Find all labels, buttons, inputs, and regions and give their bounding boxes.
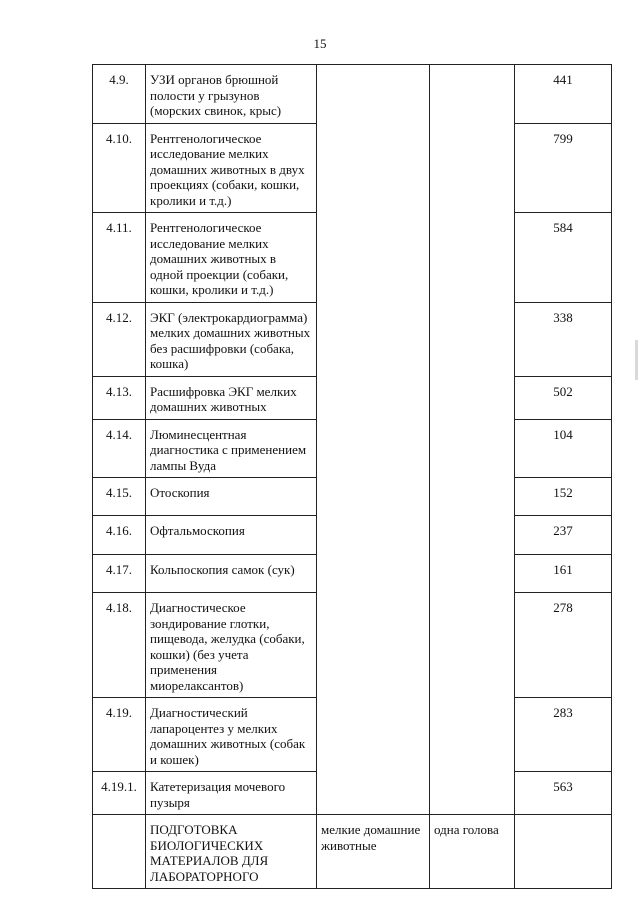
row-number: 4.9. bbox=[93, 65, 146, 124]
price-cell: 338 bbox=[515, 302, 612, 376]
service-name: Рентгенологическое исследование мелких домашних животных в двух проекциях (собаки, кошки, кролики и т.д.) bbox=[146, 123, 317, 213]
row-number: 4.17. bbox=[93, 555, 146, 593]
price-cell: 237 bbox=[515, 516, 612, 555]
price-cell: 152 bbox=[515, 478, 612, 516]
row-number: 4.18. bbox=[93, 593, 146, 698]
price-cell bbox=[515, 815, 612, 889]
price-cell: 104 bbox=[515, 419, 612, 478]
price-cell: 799 bbox=[515, 123, 612, 213]
row-number: 4.16. bbox=[93, 516, 146, 555]
price-cell: 441 bbox=[515, 65, 612, 124]
row-number: 4.10. bbox=[93, 123, 146, 213]
unit-cell: одна голова bbox=[430, 815, 515, 889]
price-cell: 161 bbox=[515, 555, 612, 593]
service-name: ЭКГ (электрокардиограмма) мелких домашних животных без расшифровки (собака, кошка) bbox=[146, 302, 317, 376]
service-name: Расшифровка ЭКГ мелких домашних животных bbox=[146, 376, 317, 419]
service-name: Кольпоскопия самок (сук) bbox=[146, 555, 317, 593]
table-row bbox=[93, 65, 612, 124]
unit-cell bbox=[430, 65, 515, 815]
service-name: Диагностическое зондирование глотки, пищевода, желудка (собаки, кошки) (без учета применения миорелаксантов) bbox=[146, 593, 317, 698]
service-name: Отоскопия bbox=[146, 478, 317, 516]
row-number: 4.14. bbox=[93, 419, 146, 478]
row-number: 4.19.1. bbox=[93, 772, 146, 815]
section-heading: ПОДГОТОВКА БИОЛОГИЧЕСКИХ МАТЕРИАЛОВ ДЛЯ ЛАБОРАТОРНОГО bbox=[146, 815, 317, 889]
service-name: Диагностический лапароцентез у мелких домашних животных (собак и кошек) bbox=[146, 698, 317, 772]
price-cell: 563 bbox=[515, 772, 612, 815]
price-cell: 502 bbox=[515, 376, 612, 419]
price-table bbox=[92, 64, 612, 889]
animal-type-cell: мелкие домашние животные bbox=[317, 815, 430, 889]
service-name: Офтальмоскопия bbox=[146, 516, 317, 555]
service-name: Катетеризация мочевого пузыря bbox=[146, 772, 317, 815]
animal-type-cell bbox=[317, 65, 430, 815]
service-name: Рентгенологическое исследование мелких домашних животных в одной проекции (собаки, кошки, кролики и т.д.) bbox=[146, 213, 317, 303]
row-number: 4.11. bbox=[93, 213, 146, 303]
row-number: 4.12. bbox=[93, 302, 146, 376]
section-row bbox=[93, 815, 612, 889]
price-cell: 584 bbox=[515, 213, 612, 303]
row-number: 4.15. bbox=[93, 478, 146, 516]
service-name: Люминесцентная диагностика с применением лампы Вуда bbox=[146, 419, 317, 478]
price-cell: 283 bbox=[515, 698, 612, 772]
scan-artifact bbox=[635, 340, 638, 380]
price-cell: 278 bbox=[515, 593, 612, 698]
row-number: 4.19. bbox=[93, 698, 146, 772]
row-number bbox=[93, 815, 146, 889]
service-name: УЗИ органов брюшной полости у грызунов (морских свинок, крыс) bbox=[146, 65, 317, 124]
page-number: 15 bbox=[313, 36, 327, 51]
row-number: 4.13. bbox=[93, 376, 146, 419]
